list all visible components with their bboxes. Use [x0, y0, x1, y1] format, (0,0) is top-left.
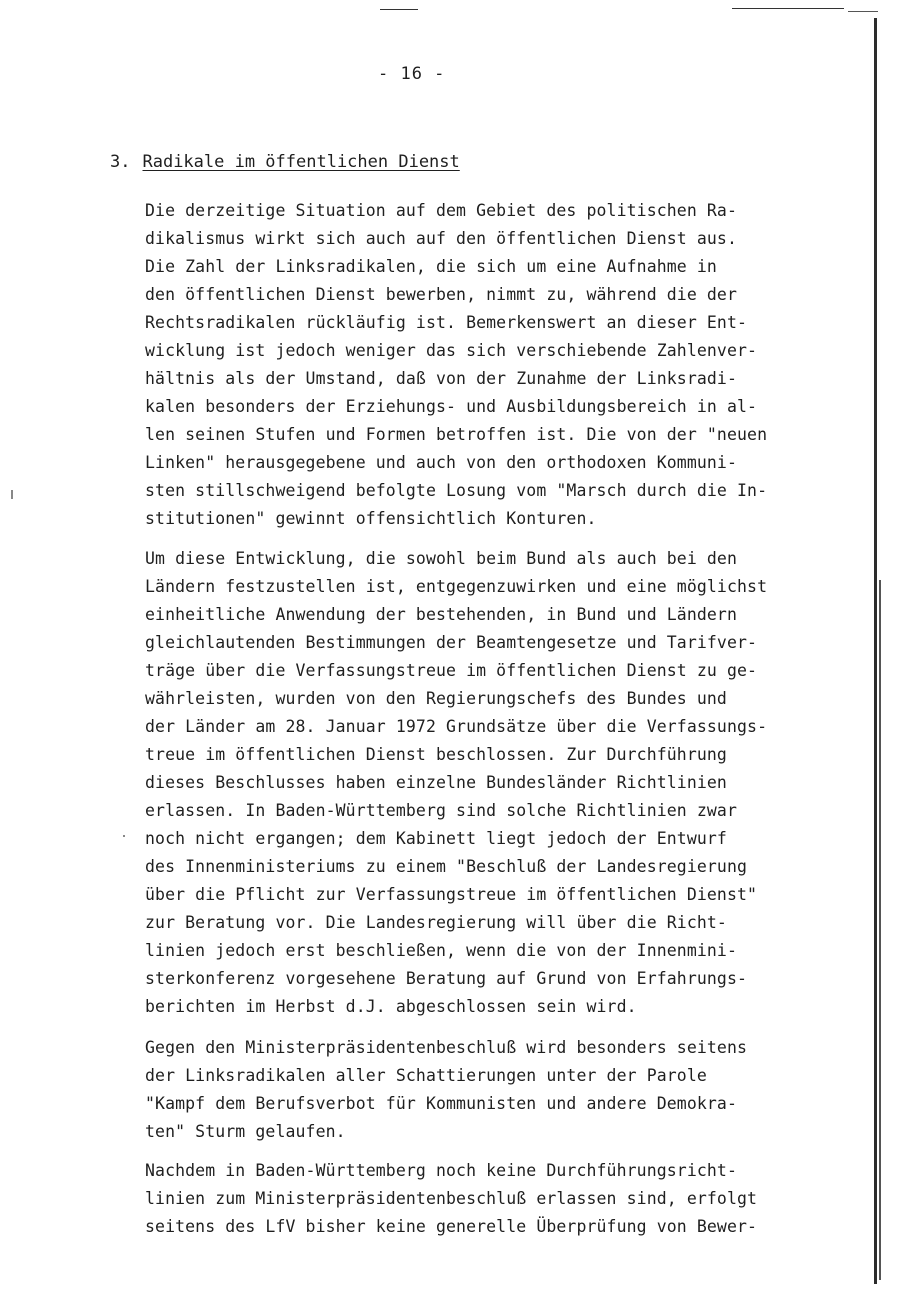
text-line: ten" Sturm gelaufen. — [145, 1122, 346, 1141]
text-line: gleichlautenden Bestimmungen der Beamtengesetze und Tarifver- — [145, 633, 758, 652]
scan-speck — [123, 835, 125, 837]
text-line: hältnis als der Umstand, daß von der Zunahme der Linksradi- — [145, 369, 737, 388]
text-line: erlassen. In Baden-Württemberg sind solche Richtlinien zwar — [145, 801, 737, 820]
text-line: noch nicht ergangen; dem Kabinett liegt jedoch der Entwurf — [145, 829, 727, 848]
text-line: treue im öffentlichen Dienst beschlossen. Zur Durchführung — [145, 745, 727, 764]
paragraph — [145, 1034, 865, 1146]
text-line: Rechtsradikalen rückläufig ist. Bemerkenswert an dieser Ent- — [145, 313, 748, 332]
scan-page-edge — [874, 18, 877, 1284]
text-line: dieses Beschlusses haben einzelne Bundesländer Richtlinien — [145, 773, 727, 792]
text-line: währleisten, wurden von den Regierungschefs des Bundes und — [145, 689, 727, 708]
text-line: dikalismus wirkt sich auch auf den öffentlichen Dienst aus. — [145, 229, 737, 248]
text-line: Gegen den Ministerpräsidentenbeschluß wird besonders seitens — [145, 1038, 748, 1057]
text-line: sten stillschweigend befolgte Losung vom "Marsch durch die In- — [145, 481, 768, 500]
scan-artifact-line — [380, 9, 418, 10]
scan-page-edge — [879, 580, 881, 1280]
text-line: Linken" herausgegebene und auch von den orthodoxen Kommuni- — [145, 453, 737, 472]
text-line: seitens des LfV bisher keine generelle Überprüfung von Bewer- — [145, 1217, 758, 1236]
text-line: "Kampf dem Berufsverbot für Kommunisten und andere Demokra- — [145, 1094, 737, 1113]
text-line: Um diese Entwicklung, die sowohl beim Bund als auch bei den — [145, 549, 737, 568]
section-heading — [110, 152, 460, 172]
section-number: 3. — [110, 152, 131, 172]
paragraph — [145, 197, 865, 533]
text-line: stitutionen" gewinnt offensichtlich Konturen. — [145, 509, 597, 528]
text-line: berichten im Herbst d.J. abgeschlossen sein wird. — [145, 997, 637, 1016]
paragraph — [145, 545, 865, 1021]
text-line: kalen besonders der Erziehungs- und Ausbildungsbereich in al- — [145, 397, 758, 416]
text-line: linien jedoch erst beschließen, wenn die von der Innenmini- — [145, 941, 737, 960]
text-line: zur Beratung vor. Die Landesregierung will über die Richt- — [145, 913, 727, 932]
text-line: der Länder am 28. Januar 1972 Grundsätze über die Verfassungs- — [145, 717, 768, 736]
text-line: den öffentlichen Dienst bewerben, nimmt zu, während die der — [145, 285, 737, 304]
text-line: einheitliche Anwendung der bestehenden, in Bund und Ländern — [145, 605, 737, 624]
page-number: - 16 - — [378, 64, 446, 84]
text-line: des Innenministeriums zu einem "Beschluß der Landesregierung — [145, 857, 748, 876]
text-line: wicklung ist jedoch weniger das sich verschiebende Zahlenver- — [145, 341, 758, 360]
section-title: Radikale im öffentlichen Dienst — [142, 152, 460, 172]
text-line: sterkonferenz vorgesehene Beratung auf Grund von Erfahrungs- — [145, 969, 748, 988]
scan-artifact-line — [732, 8, 844, 9]
paragraph — [145, 1157, 865, 1241]
text-line: Die Zahl der Linksradikalen, die sich um eine Aufnahme in — [145, 257, 717, 276]
scan-artifact-line — [848, 11, 878, 12]
scan-speck — [11, 490, 13, 499]
text-line: len seinen Stufen und Formen betroffen ist. Die von der "neuen — [145, 425, 768, 444]
text-line: Die derzeitige Situation auf dem Gebiet des politischen Ra- — [145, 201, 737, 220]
text-line: linien zum Ministerpräsidentenbeschluß erlassen sind, erfolgt — [145, 1189, 758, 1208]
text-line: Nachdem in Baden-Württemberg noch keine Durchführungsricht- — [145, 1161, 737, 1180]
text-line: Ländern festzustellen ist, entgegenzuwirken und eine möglichst — [145, 577, 768, 596]
text-line: der Linksradikalen aller Schattierungen unter der Parole — [145, 1066, 707, 1085]
text-line: über die Pflicht zur Verfassungstreue im öffentlichen Dienst" — [145, 885, 758, 904]
text-line: träge über die Verfassungstreue im öffentlichen Dienst zu ge- — [145, 661, 758, 680]
